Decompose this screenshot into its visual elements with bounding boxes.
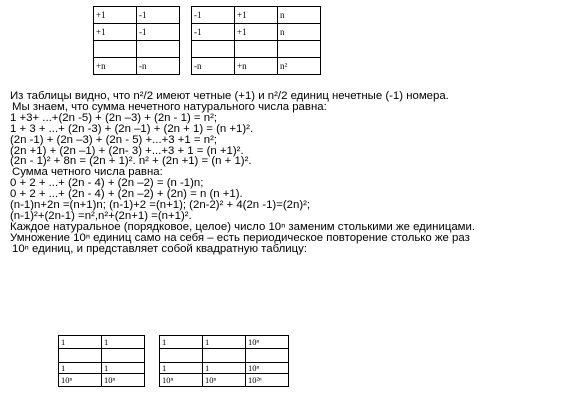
text-line: (n-1)n+2n =(n+1)n; (n-1)+2 =(n+1); (2n-2)² + 4(2n -1)=(2n)²;: [10, 199, 311, 212]
table-cell: 1: [59, 336, 102, 349]
powers-table: [58, 335, 289, 387]
table-cell: 1: [160, 363, 203, 374]
text-line: (n-1)²+(2n-1) =n²,n²+(2n+1) =(n+1)².: [10, 209, 192, 222]
table-row: [59, 374, 289, 387]
table-cell: 1: [102, 363, 145, 374]
table-cell: [180, 58, 192, 75]
table-cell: 1: [203, 363, 246, 374]
table-cell: -1: [137, 7, 180, 24]
table-cell: [278, 41, 321, 58]
text-line: 0 + 2 + ...+ (2n - 4) + (2n –2) = (n -1)n;: [10, 177, 204, 190]
table-cell: [145, 336, 160, 349]
text-line: Мы знаем, что сумма нечетного натурального числа равна:: [12, 100, 327, 113]
table-cell: 1: [59, 363, 102, 374]
text-line: (2n +1) + (2n –1) + (2n- 3) +...+3 + 1 = (n +1)².: [10, 144, 244, 157]
table-cell: +1: [94, 24, 137, 41]
table-cell: 10ⁿ: [160, 374, 203, 387]
table-cell: +1: [94, 7, 137, 24]
text-line: (2n - 1)² + 8n = (2n + 1)². n² + (2n +1) = (n + 1)².: [10, 155, 252, 168]
table-cell: 10²ⁿ: [246, 374, 289, 387]
table-row: [59, 349, 289, 363]
table-cell: 10ⁿ: [59, 374, 102, 387]
table-cell: [94, 41, 137, 58]
table-cell: [145, 349, 160, 363]
table-row: [94, 41, 321, 58]
table-cell: [145, 374, 160, 387]
document-text: [10, 91, 562, 255]
table-cell: [235, 41, 278, 58]
text-line: Сумма четного числа равна:: [12, 166, 163, 179]
table-cell: n: [278, 7, 321, 24]
table-cell: [246, 349, 289, 363]
text-line: Из таблицы видно, что n²/2 имеют четные (+1) и n²/2 единиц нечетные (-1) номера.: [10, 90, 449, 102]
table-cell: -1: [137, 24, 180, 41]
table-cell: 1: [203, 336, 246, 349]
table-cell: 10ⁿ: [246, 336, 289, 349]
table-cell: [192, 41, 235, 58]
table-cell: +1: [235, 24, 278, 41]
table-cell: [145, 363, 160, 374]
table-cell: 1: [102, 336, 145, 349]
table-row: [94, 24, 321, 41]
table-row: [59, 336, 289, 349]
table-cell: [137, 41, 180, 58]
table-cell: [160, 349, 203, 363]
table-cell: [180, 24, 192, 41]
table-cell: [203, 349, 246, 363]
table-cell: -1: [192, 7, 235, 24]
table-cell: -n: [137, 58, 180, 75]
table-row: [94, 58, 321, 75]
text-line: 1 +3+ ...+(2n -5) + (2n –3) + (2n - 1) = n²;: [10, 111, 218, 124]
table-cell: -1: [192, 24, 235, 41]
table-cell: +n: [94, 58, 137, 75]
table-cell: [180, 41, 192, 58]
table-cell: 10ⁿ: [203, 374, 246, 387]
table-cell: +n: [235, 58, 278, 75]
text-line: Каждое натуральное (порядковое, целое) число 10ⁿ заменим столькими же единицами.: [10, 220, 476, 233]
text-line: 10ⁿ единиц, и представляет собой квадратную таблицу:: [12, 242, 308, 255]
table-cell: +1: [235, 7, 278, 24]
text-line: (2n -1) + (2n –3) + (2n - 5) +...+3 +1 = n²;: [10, 133, 218, 146]
table-cell: n: [278, 24, 321, 41]
text-line: 1 + 3 + ...+ (2n -3) + (2n –1) + (2n + 1) = (n +1)².: [10, 122, 254, 135]
table-row: [94, 7, 321, 24]
table-row: [59, 363, 289, 374]
table-cell: [180, 7, 192, 24]
table-cell: 10ⁿ: [246, 363, 289, 374]
table-cell: 10ⁿ: [102, 374, 145, 387]
sign-table: [93, 6, 321, 75]
table-cell: 1: [160, 336, 203, 349]
table-cell: [59, 349, 102, 363]
table-cell: n²: [278, 58, 321, 75]
text-line: Умножение 10ⁿ единиц само на себя – есть периодическое повторение столько же раз: [10, 231, 470, 244]
table-cell: -n: [192, 58, 235, 75]
table-cell: [102, 349, 145, 363]
text-line: 0 + 2 + ...+ (2n - 4) + (2n –2) + (2n) = n (n +1).: [10, 188, 243, 201]
